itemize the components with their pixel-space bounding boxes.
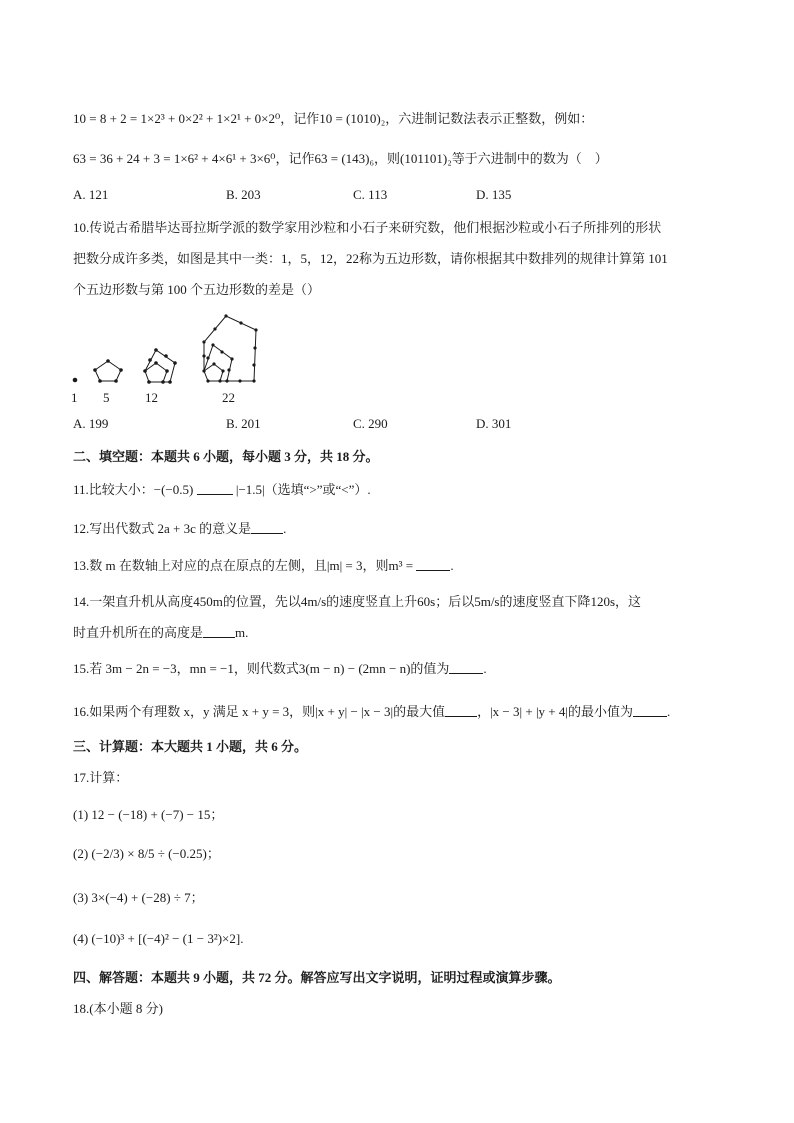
section-2-heading: 二、填空题：本题共 6 小题，每小题 3 分，共 18 分。 [73,449,379,464]
q10-option-a[interactable]: A. 199 [73,416,109,431]
q9-option-b[interactable]: B. 203 [226,187,261,202]
q9-option-c[interactable]: C. 113 [353,187,388,202]
figure-label-1: 1 [71,390,78,405]
q16-answer-blank-1[interactable] [445,704,477,717]
q10-option-d[interactable]: D. 301 [476,416,512,431]
section-3-heading: 三、计算题：本大题共 1 小题，共 6 分。 [73,739,308,754]
q14-line1: 14.一架直升机从高度450m的位置，先以4m/s的速度竖直上升60s；后以5m/s的速度竖直下降120s，这 [73,594,642,609]
pentagonal-numbers-figure [66,300,286,388]
q10-option-c[interactable]: C. 290 [353,416,388,431]
q10-options [73,416,713,434]
section-4-heading: 四、解答题：本题共 9 小题，共 72 分。解答应写出文字说明，证明过程或演算步骤。 [73,970,561,985]
q12-text-a: 12.写出代数式 2a + 3c 的意义是 [73,521,252,536]
q13-answer-blank[interactable] [416,558,450,571]
q10-option-b[interactable]: B. 201 [226,416,261,431]
q13-text-a: 13.数 m 在数轴上对应的点在原点的左侧，且|m| = 3，则m³ = [73,558,414,573]
q13-text-b: . [450,558,454,573]
pentagon-22-inner [204,364,223,381]
q15 [73,660,487,678]
q16-answer-blank-2[interactable] [633,704,667,717]
q15-text-b: . [483,661,487,676]
q9-options [73,187,713,205]
figure-label-12: 12 [145,390,158,405]
q17-item-3: (3) 3×(−4) + (−28) ÷ 7； [73,890,204,905]
q12-text-b: . [283,521,287,536]
figure-label-5: 5 [103,390,110,405]
pentagon-12-inner [145,363,167,382]
q12 [73,520,286,538]
q13 [73,557,454,575]
q16 [73,703,670,721]
q9-line1: 10 = 8 + 2 = 1×2³ + 0×2² + 1×2¹ + 0×2⁰，记作10 = (1010)₂，六进制记数法表示正整数，例如： [73,111,594,126]
q17-item-4: (4) (−10)³ + [(−4)² − (1 − 3²)×2]. [73,931,244,946]
q16-text-c: . [666,704,671,719]
q14-text-a: 时直升机所在的高度是 [73,625,204,640]
q17-item-1: (1) 12 − (−18) + (−7) − 15； [73,807,224,822]
q9-option-a[interactable]: A. 121 [73,187,109,202]
q9-line2: 63 = 36 + 24 + 3 = 1×6² + 4×6¹ + 3×6⁰，记作63 = (143)₆，则(101101)₂等于六进制中的数为（ ） [73,151,608,166]
q14-text-b: m. [235,625,249,640]
q12-answer-blank[interactable] [251,521,283,534]
q17-title: 17.计算： [73,770,129,785]
q11 [73,481,371,499]
q16-text-a: 16.如果两个有理数 x，y 满足 x + y = 3，则|x + y| − |x − 3|的最大值 [73,704,446,719]
q15-text-a: 15.若 3m − 2n = −3，mn = −1，则代数式3(m − n) − (2mn − n)的值为 [73,661,450,676]
q10-line3: 个五边形数与第 100 个五边形数的差是（） [73,282,321,297]
q9-option-d[interactable]: D. 135 [476,187,512,202]
q11-text-a: 11.比较大小：−(−0.5) [73,482,194,497]
q10-line2: 把数分成许多类，如图是其中一类：1，5，12，22称为五边形数，请你根据其中数排列的规律计算第 101 [73,251,668,266]
q14-answer-blank[interactable] [203,625,235,638]
q15-answer-blank[interactable] [449,661,483,674]
q18-title: 18.(本小题 8 分) [73,1001,163,1016]
q14-line2 [73,624,248,642]
figure-label-22: 22 [222,390,235,405]
pentagon-5 [95,361,121,381]
q11-answer-blank[interactable] [197,482,233,495]
pentagon-22-middle [204,345,232,381]
dot-1 [73,378,78,383]
q17-item-2: (2) (−2/3) × 8/5 ÷ (−0.25)； [73,846,220,861]
q10-line1: 10.传说古希腊毕达哥拉斯学派的数学家用沙粒和小石子来研究数，他们根据沙粒或小石子所排列的形状 [73,220,662,235]
q11-text-b: |−1.5|（选填“>”或“<”）. [235,482,371,497]
q16-text-b: ，|x − 3| + |y + 4|的最小值为 [477,704,633,719]
